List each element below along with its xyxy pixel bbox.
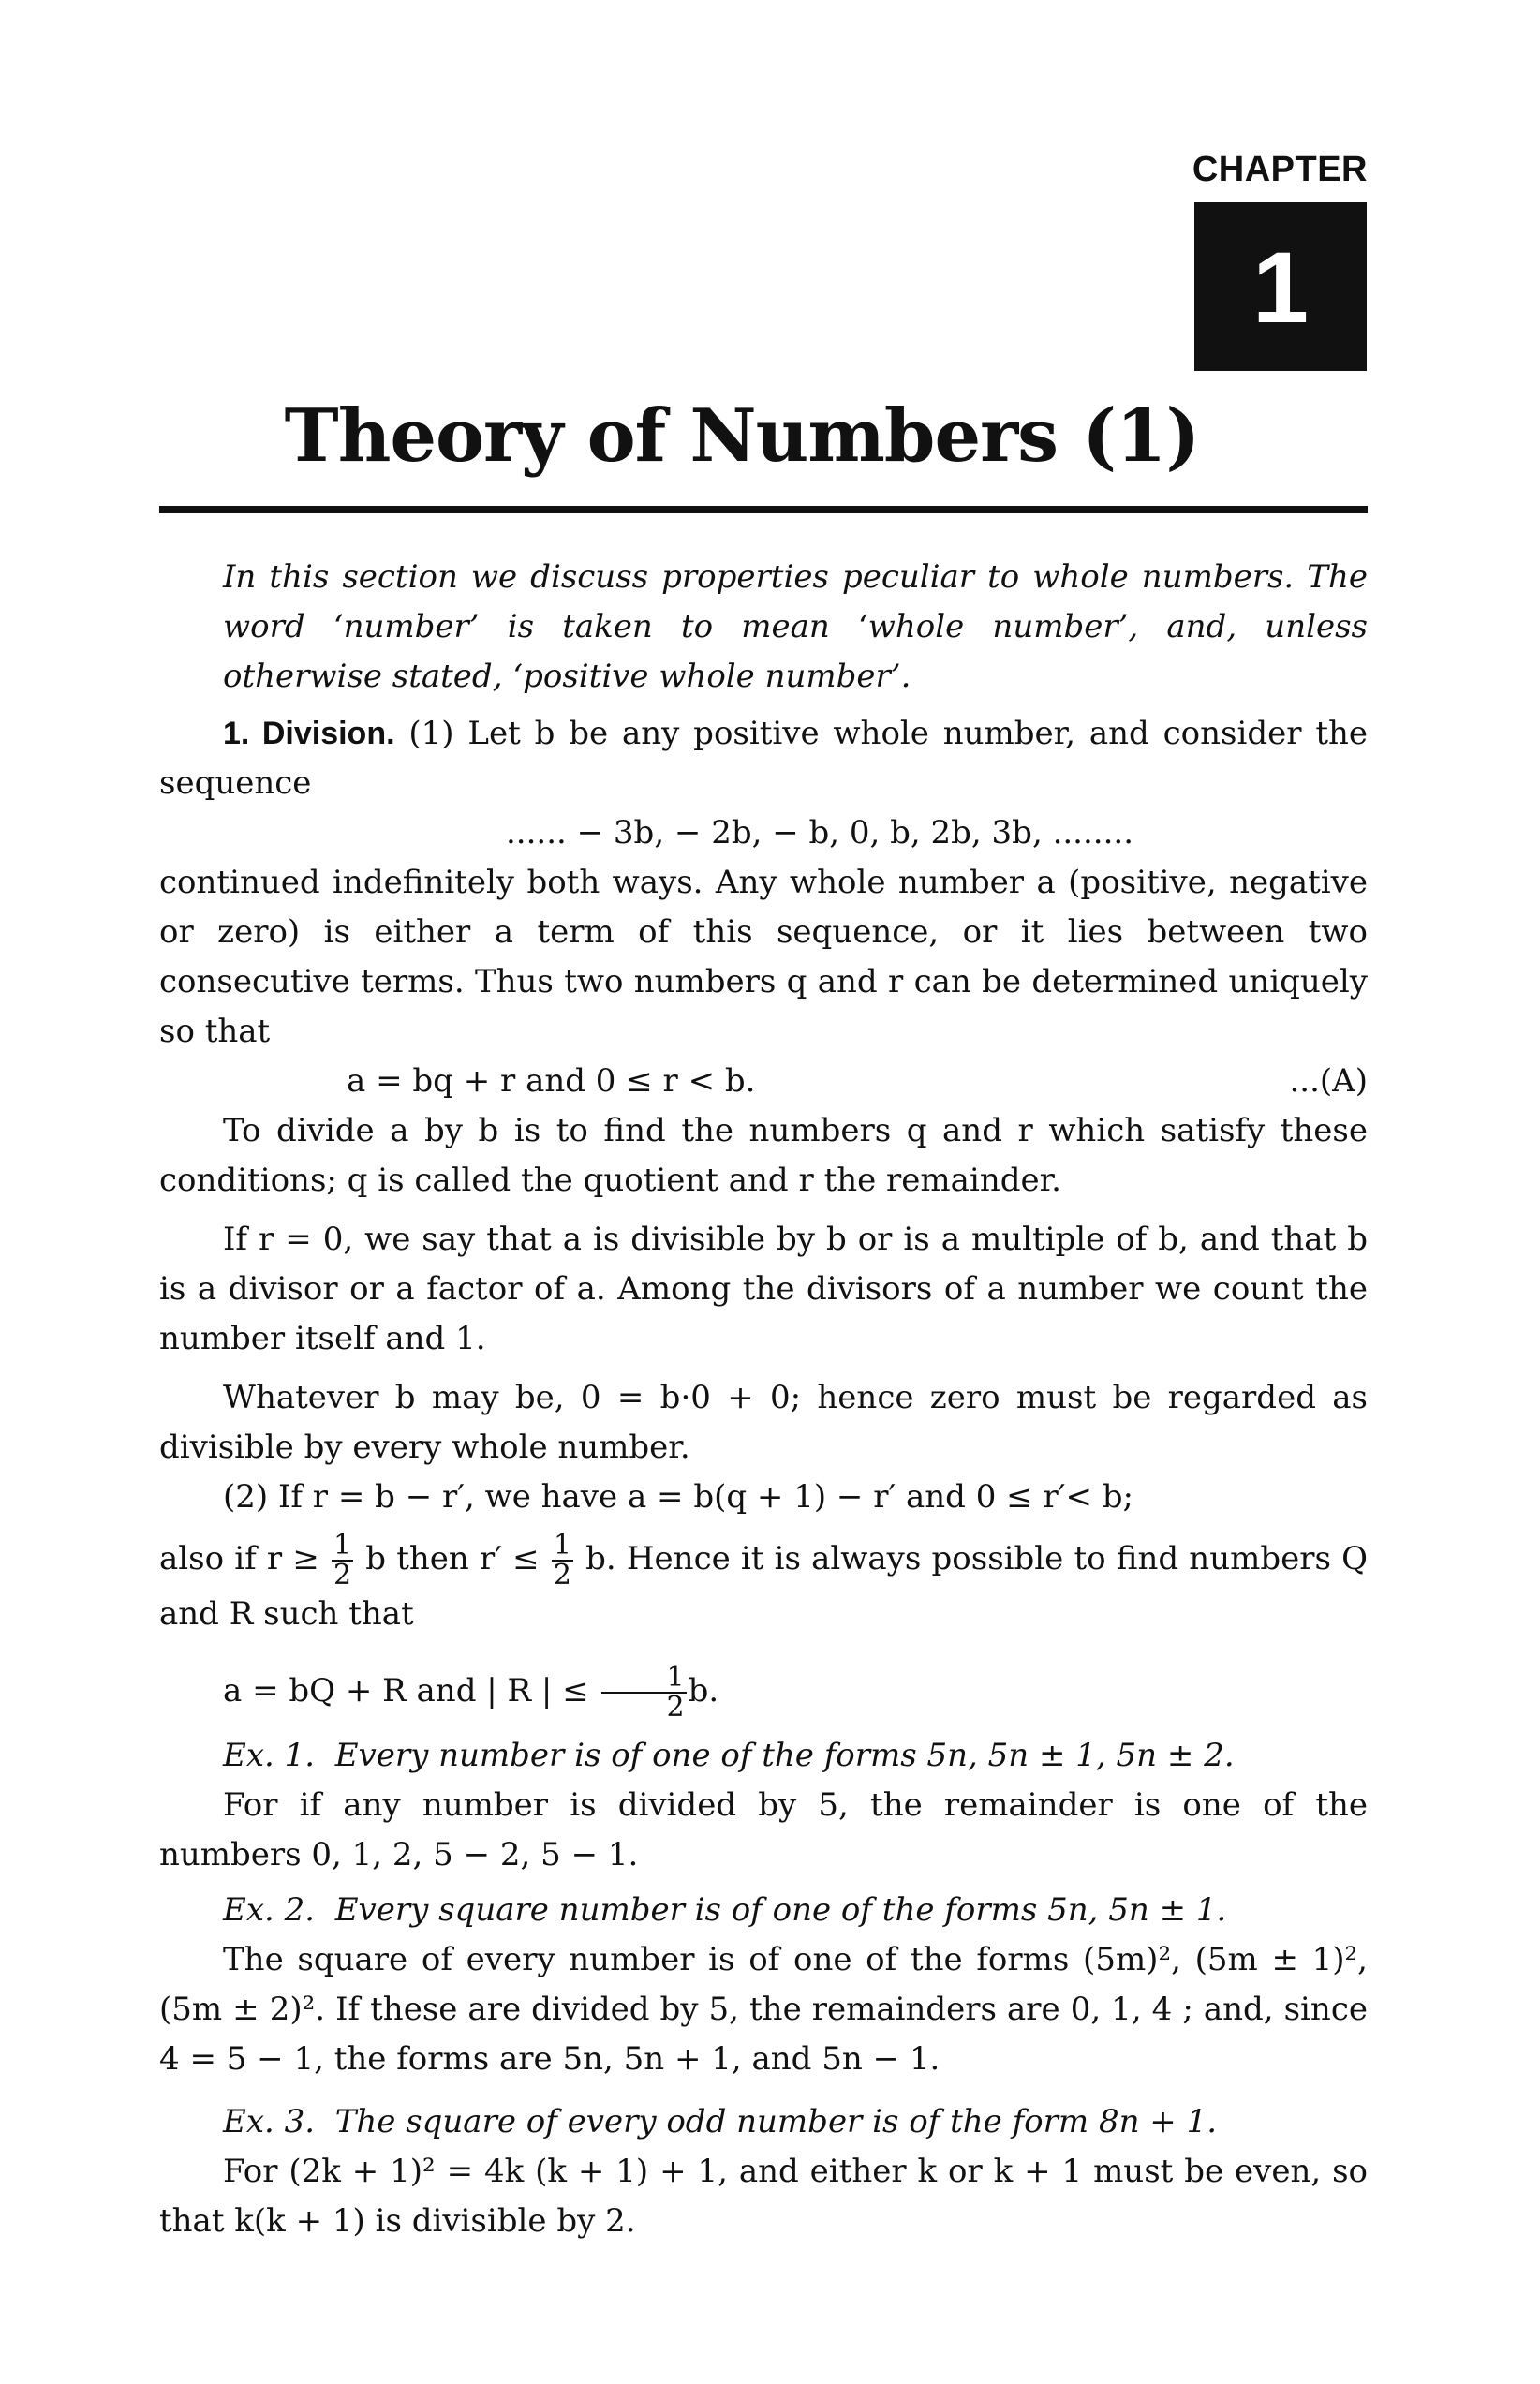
section-1-paragraph-1 [159, 709, 1368, 808]
p7-part-c: b. Hence it is always possible to find numbers Q and R such that [159, 1540, 1368, 1633]
section-heading: 1. Division. [223, 716, 395, 751]
p7-part-b: b then r′ ≤ [365, 1540, 540, 1577]
sequence-line: ...... − 3b, − 2b, − b, 0, b, 2b, 3b, ........ [505, 814, 1134, 851]
section-1-text-1: (1) Let b be any positive whole number, and consider the sequence [159, 715, 1369, 802]
fraction-denominator: 2 [666, 1691, 685, 1724]
example-1-statement [159, 1731, 1368, 1781]
example-label: Ex. 3. [223, 2103, 316, 2140]
section-1-paragraph-5: Whatever b may be, 0 = b·0 + 0; hence zero must be regarded as divisible by every whole number. [159, 1379, 1368, 1466]
fraction-one-half [332, 1529, 353, 1592]
fraction-denominator: 2 [553, 1559, 571, 1592]
fraction-one-half [601, 1661, 687, 1724]
equation-a-tag: ...(A) [1289, 1062, 1368, 1100]
section-1-paragraph-7 [159, 1529, 1368, 1639]
page-body [159, 553, 1368, 2246]
example-statement: Every square number is of one of the forms 5n, 5n ± 1. [334, 1891, 1227, 1929]
fraction-numerator: 1 [553, 1529, 571, 1562]
example-1-proof: For if any number is divided by 5, the remainder is one of the numbers 0, 1, 2, 5 − 2, 5 − 1. [159, 1786, 1368, 1873]
example-3-statement [159, 2097, 1368, 2147]
section-1-paragraph-3: To divide a by b is to find the numbers q and r which satisfy these conditions; q is called the quotient and r the remainder. [159, 1112, 1368, 1199]
intro-paragraph: In this section we discuss properties peculiar to whole numbers. The word ‘number’ is taken to mean ‘whole number’, and, unless otherwise stated, ‘positive whole number’. [223, 558, 1368, 695]
fraction-numerator: 1 [601, 1664, 687, 1694]
page-title: Theory of Numbers (1) [284, 393, 1200, 479]
section-1-paragraph-4: If r = 0, we say that a is divisible by b or is a multiple of b, and that b is a divisor or a factor of a. Among the divisors of a number we count the number itself and 1. [159, 1221, 1368, 1357]
fraction-denominator: 2 [333, 1559, 352, 1592]
example-label: Ex. 2. [223, 1891, 316, 1929]
chapter-label: CHAPTER [1192, 150, 1368, 189]
equation-a-row [159, 1057, 1368, 1106]
fraction-numerator: 1 [333, 1529, 352, 1562]
section-1-paragraph-6: (2) If r = b − r′, we have a = b(q + 1) − r′ and 0 ≤ r′< b; [223, 1478, 1133, 1516]
fraction-one-half [552, 1529, 573, 1592]
example-2-statement [159, 1886, 1368, 1935]
equation-r [159, 1661, 1368, 1724]
section-1-paragraph-2: continued indefinitely both ways. Any whole number a (positive, negative or zero) is either a term of this sequence, or it lies between two consecutive terms. Thus two numbers q and r can be determined uniquely so that [159, 864, 1368, 1050]
p7-part-a: also if r ≥ [159, 1540, 319, 1577]
example-3-proof: For (2k + 1)² = 4k (k + 1) + 1, and either k or k + 1 must be even, so that k(k + 1) is divisible by 2. [159, 2153, 1368, 2240]
equation-a: a = bq + r and 0 ≤ r < b. [347, 1062, 756, 1100]
equation-r-part-b: b. [688, 1672, 719, 1710]
example-label: Ex. 1. [223, 1737, 316, 1774]
title-divider [159, 506, 1368, 513]
example-statement: The square of every odd number is of the form 8n + 1. [334, 2103, 1218, 2140]
equation-r-part-a: a = bQ + R and | R | ≤ [223, 1672, 589, 1710]
example-statement: Every number is of one of the forms 5n, 5n ± 1, 5n ± 2. [334, 1737, 1235, 1774]
example-2-proof: The square of every number is of one of the forms (5m)², (5m ± 1)², (5m ± 2)². If these are divided by 5, the remainders are 0, 1, 4 ; and, since 4 = 5 − 1, the forms are 5n, 5n + 1, and 5n − 1. [159, 1941, 1368, 2078]
chapter-number-badge: 1 [1194, 202, 1367, 371]
